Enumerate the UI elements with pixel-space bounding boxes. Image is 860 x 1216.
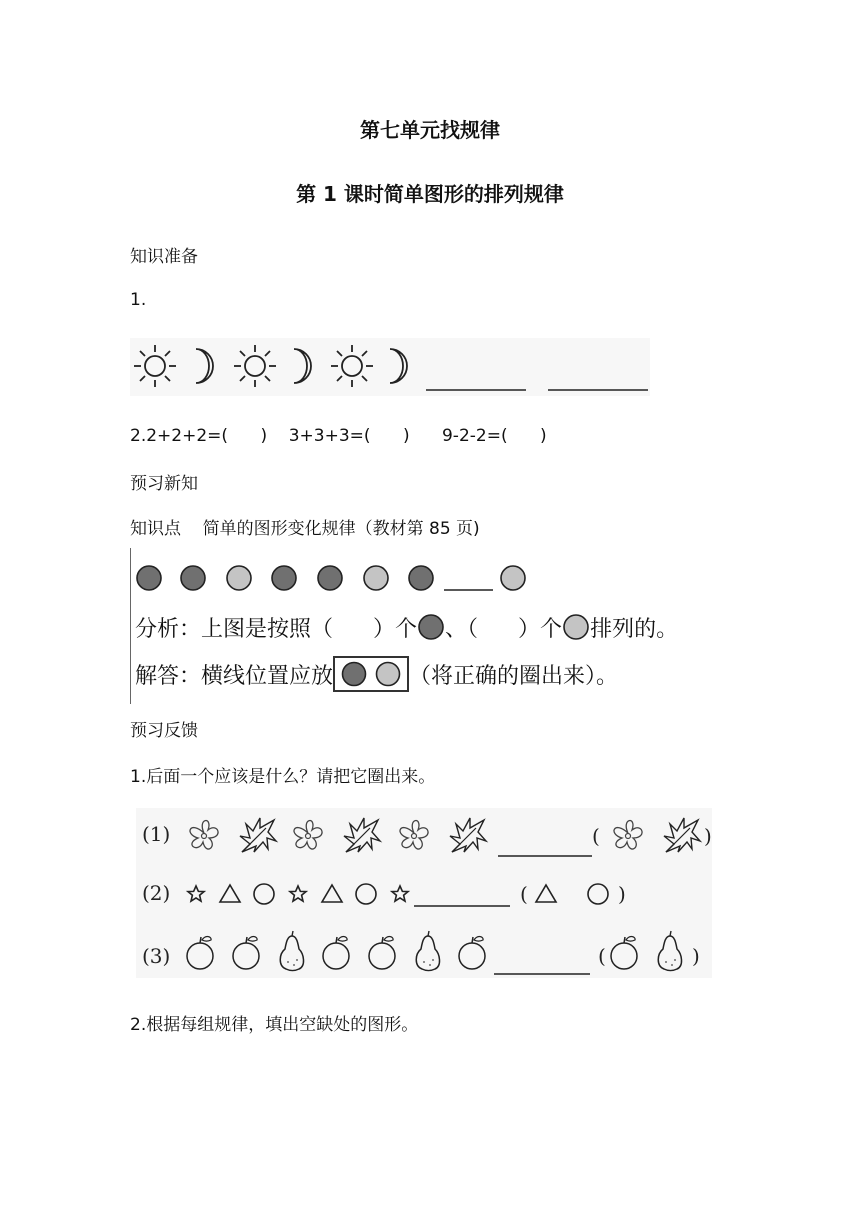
analysis-mid3: ）个 <box>518 616 563 642</box>
close-paren: ) <box>692 944 700 968</box>
section-heading-preview: 预习新知 <box>130 474 198 494</box>
unit-title: 第七单元找规律 <box>360 118 500 142</box>
feedback-q2: 2.根据每组规律，填出空缺处的图形。 <box>130 1015 419 1035</box>
answer-prefix: 解答：横线位置应放 <box>135 663 334 689</box>
dark-circle-icon <box>318 566 342 590</box>
leaf-icon <box>344 818 380 852</box>
leaf-icon <box>240 818 276 852</box>
flower-icon <box>190 821 218 849</box>
triangle-icon[interactable] <box>536 885 556 902</box>
lesson-title: 第 1 课时简单图形的排列规律 <box>296 182 564 206</box>
dark-circle-icon[interactable] <box>341 661 367 687</box>
q2-arithmetic: 2.2+2+2=( ) 3+3+3=( ) 9-2-2=( ) <box>130 426 547 446</box>
row-label: (3) <box>142 944 171 968</box>
sun-icon <box>234 345 276 387</box>
dark-circle-icon <box>181 566 205 590</box>
apple-icon <box>459 937 485 969</box>
light-circle-icon <box>227 566 251 590</box>
dark-circle-icon <box>137 566 161 590</box>
analysis-line <box>135 610 678 644</box>
moon-icon <box>196 349 213 383</box>
leaf-icon <box>450 818 486 852</box>
star-icon <box>290 886 306 901</box>
circle-icon <box>254 884 274 904</box>
close-paren: ) <box>618 882 626 906</box>
circle-icon <box>356 884 376 904</box>
sun-icon <box>331 345 373 387</box>
flower-icon <box>294 821 322 849</box>
q1-label: 1. <box>130 290 147 310</box>
moon-icon <box>294 349 311 383</box>
dark-circle-icon <box>272 566 296 590</box>
analysis-mid2: 、（ <box>445 616 479 642</box>
open-paren: ( <box>598 944 606 968</box>
pear-icon[interactable] <box>658 931 681 971</box>
star-icon <box>188 886 204 901</box>
feedback-q1: 1.后面一个应该是什么？请把它圈出来。 <box>130 767 436 787</box>
apple-icon[interactable] <box>611 937 637 969</box>
sun-moon-figure <box>130 338 650 396</box>
answer-line <box>135 656 618 692</box>
leaf-icon[interactable] <box>664 818 700 852</box>
apple-icon <box>369 937 395 969</box>
dark-circle-icon <box>417 613 445 641</box>
answer-choice-box[interactable] <box>333 656 409 692</box>
moon-icon <box>390 349 407 383</box>
pear-icon <box>280 931 303 971</box>
section-heading-prep: 知识准备 <box>130 247 198 267</box>
section-heading-feedback: 预习反馈 <box>130 721 198 741</box>
light-circle-icon <box>501 566 525 590</box>
apple-icon <box>187 937 213 969</box>
light-circle-icon <box>562 613 590 641</box>
star-icon <box>392 886 408 901</box>
circle-icon[interactable] <box>588 884 608 904</box>
flower-icon[interactable] <box>614 821 642 849</box>
open-paren: ( <box>592 824 600 848</box>
open-paren: ( <box>520 882 528 906</box>
sun-icon <box>134 345 176 387</box>
triangle-icon <box>220 885 240 902</box>
pattern-rows-figure <box>136 808 712 978</box>
apple-icon <box>323 937 349 969</box>
close-paren: ) <box>704 824 712 848</box>
row-label: (2) <box>142 881 171 905</box>
answer-suffix: （将正确的圈出来）。 <box>409 663 619 689</box>
analysis-mid1: ）个 <box>373 616 418 642</box>
pear-icon <box>416 931 439 971</box>
apple-icon <box>233 937 259 969</box>
row-label: (1) <box>142 822 171 846</box>
analysis-prefix: 分析：上图是按照（ <box>135 616 334 642</box>
light-circle-icon <box>364 566 388 590</box>
circle-pattern-figure <box>130 548 731 704</box>
knowledge-point: 知识点 简单的图形变化规律（教材第 85 页) <box>130 519 480 539</box>
dark-circle-icon <box>409 566 433 590</box>
light-circle-icon[interactable] <box>375 661 401 687</box>
triangle-icon <box>322 885 342 902</box>
analysis-suffix: 排列的。 <box>590 616 679 642</box>
flower-icon <box>400 821 428 849</box>
